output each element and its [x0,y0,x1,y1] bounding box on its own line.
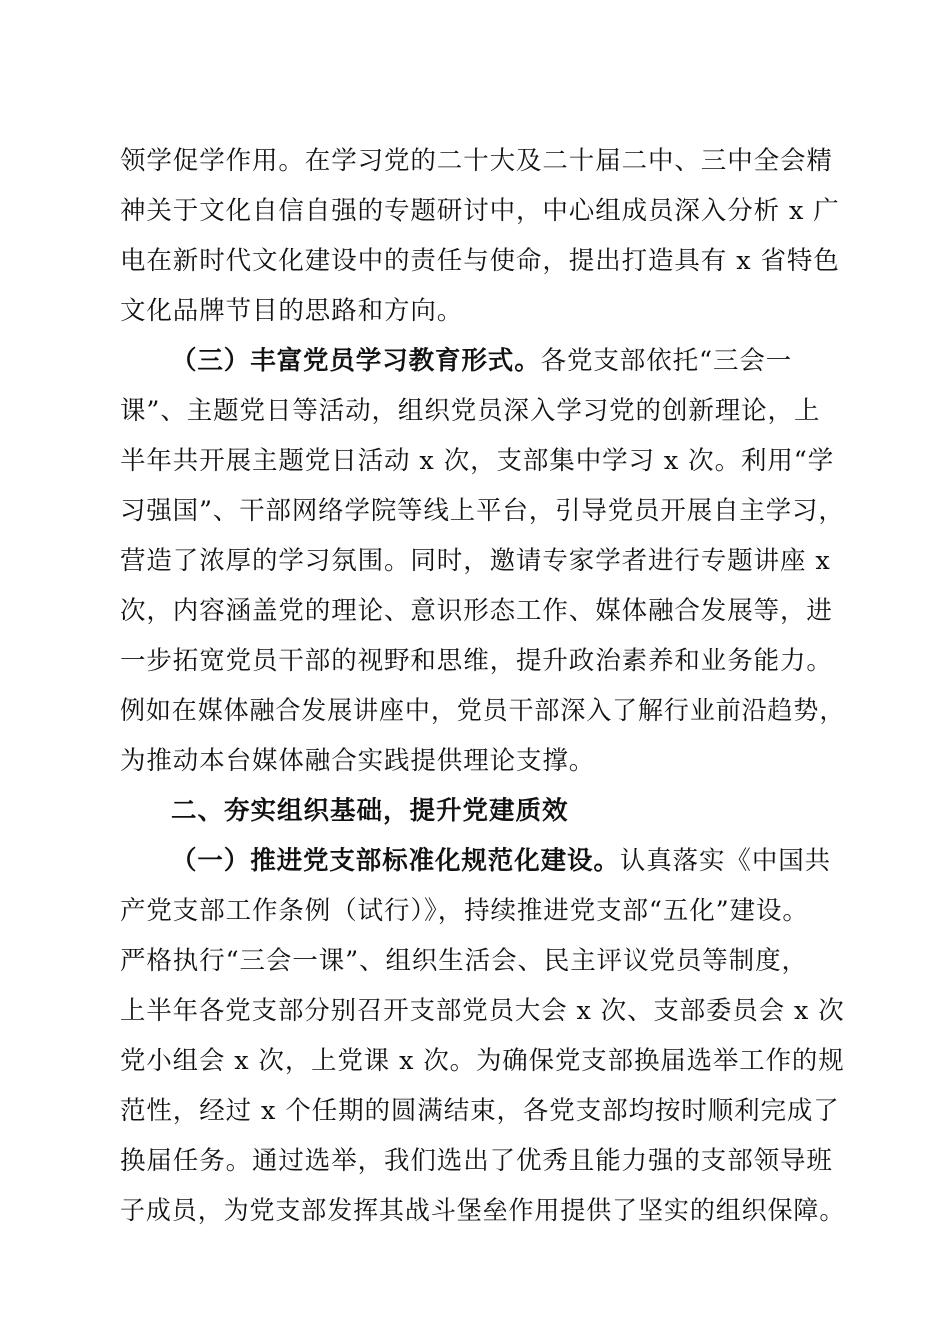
paragraph-text: 认真落实《中国共 [619,846,832,876]
subsection-title: （一）推进党支部标准化规范化建设。 [171,846,620,876]
paragraph-first-line [171,844,840,878]
paragraph-line: 党小组会 x 次，上党课 x 次。为确保党支部换届选举工作的规 [120,1046,845,1076]
paragraph-line: 例如在媒体融合发展讲座中，党员干部深入了解行业前沿趋势， [120,696,846,726]
paragraph-line: 一步拓宽党员干部的视野和思维，提升政治素养和业务能力。 [120,646,833,676]
paragraph-line: 子成员，为党支部发挥其战斗堡垒作用提供了坚实的组织保障。 [120,1196,846,1226]
paragraph-first-line [171,344,840,378]
paragraph-line: 领学促学作用。在学习党的二十大及二十届二中、三中全会精 [120,146,833,176]
paragraph-line: 范性，经过 x 个任期的圆满结束，各党支部均按时顺利完成了 [120,1096,840,1126]
paragraph-line: 文化品牌节目的思路和方向。 [120,296,464,326]
paragraph-line: 半年共开展主题党日活动 x 次，支部集中学习 x 次。利用“学 [120,446,835,476]
paragraph-line: 课”、主题党日等活动，组织党员深入学习党的创新理论，上 [120,396,821,426]
paragraph-line: 产党支部工作条例（试行）》，持续推进党支部“五化”建设。 [120,896,809,926]
paragraph-line: 严格执行“三会一课”、组织生活会、民主评议党员等制度， [120,946,808,976]
paragraph-line: 为推动本台媒体融合实践提供理论支撑。 [120,746,596,776]
paragraph-line: 神关于文化自信自强的专题研讨中，中心组成员深入分析 x 广 [120,196,840,226]
section-heading: 二、夯实组织基础，提升党建质效 [171,796,569,826]
paragraph-line: 次，内容涵盖党的理论、意识形态工作、媒体融合发展等，进 [120,596,833,626]
paragraph-text: 各党支部依托“三会一 [540,346,793,376]
paragraph-line: 营造了浓厚的学习氛围。同时，邀请专家学者进行专题讲座 x [120,546,831,576]
paragraph-line: 换届任务。通过选举，我们选出了优秀且能力强的支部领导班 [120,1146,833,1176]
subsection-title: （三）丰富党员学习教育形式。 [171,346,541,376]
paragraph-line: 电在新时代文化建设中的责任与使命，提出打造具有 x 省特色 [120,246,840,276]
paragraph-line: 上半年各党支部分别召开支部党员大会 x 次、支部委员会 x 次 [120,996,845,1026]
paragraph-line: 习强国”、干部网络学院等线上平台，引导党员开展自主学习， [120,496,845,526]
